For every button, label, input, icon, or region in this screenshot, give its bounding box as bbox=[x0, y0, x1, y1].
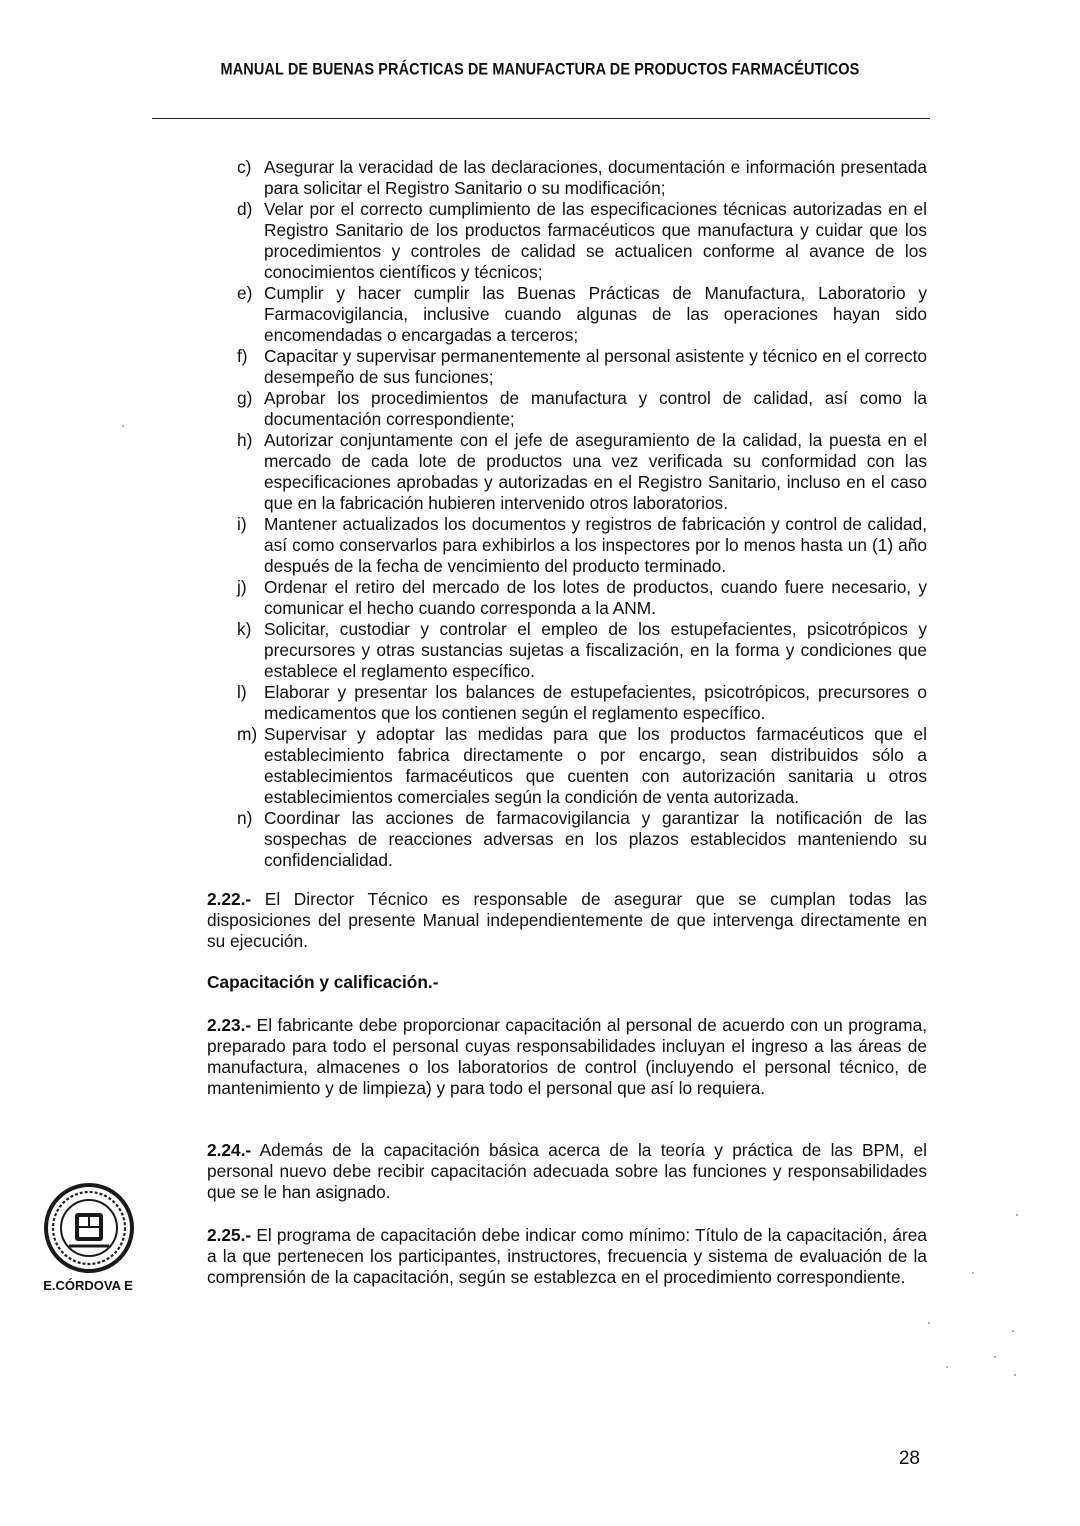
header-divider bbox=[152, 118, 930, 119]
list-item-text: Coordinar las acciones de farmacovigilancia y garantizar la notificación de las sospechas de reacciones adversas en los plazos establecidos manteniendo su confidencialidad. bbox=[264, 808, 927, 870]
list-item bbox=[237, 514, 927, 577]
list-item bbox=[237, 430, 927, 514]
list-marker: m) bbox=[237, 724, 258, 744]
list-item-text: Autorizar conjuntamente con el jefe de aseguramiento de la calidad, la puesta en el mercado de cada lote de productos una vez verificada su conformidad con las especificaciones aprobadas y autorizadas en el Registro Sanitario, incluso en el caso que en la fabricación hubieren intervenido otros laboratorios. bbox=[264, 430, 927, 513]
list-item-text: Asegurar la veracidad de las declaraciones, documentación e información presentada para solicitar el Registro Sanitario o su modificación; bbox=[264, 157, 927, 198]
scan-speck bbox=[972, 1272, 974, 1274]
paragraph-text: Además de la capacitación básica acerca de la teoría y práctica de las BPM, el personal nuevo debe recibir capacitación adecuada sobre las funciones y responsabilidades que se le han asignado. bbox=[207, 1140, 927, 1202]
list-item-text: Solicitar, custodiar y controlar el empleo de los estupefacientes, psicotrópicos y precursores y otras sustancias sujetas a fiscalización, en la forma y condiciones que establece el reglamento específico. bbox=[264, 619, 927, 681]
official-seal-stamp bbox=[36, 1182, 142, 1274]
list-item bbox=[237, 388, 927, 430]
list-item bbox=[237, 283, 927, 346]
paragraph-text: El programa de capacitación debe indicar como mínimo: Título de la capacitación, área a la que pertenecen los participantes, instructores, frecuencia y sistema de evaluación de la comprensión de la capacitación, según se establezca en el procedimiento correspondiente. bbox=[207, 1225, 927, 1287]
scan-speck bbox=[1012, 1330, 1014, 1332]
signature-name: E.CÓRDOVA E bbox=[43, 1278, 133, 1293]
list-item-text: Cumplir y hacer cumplir las Buenas Prácticas de Manufactura, Laboratorio y Farmacovigilancia, inclusive cuando algunas de las operaciones hayan sido encomendadas o encargadas a terceros; bbox=[264, 283, 927, 345]
list-item-text: Supervisar y adoptar las medidas para que los productos farmacéuticos que el establecimiento fabrica directamente o por encargo, sean distribuidos sólo a establecimientos farmacéuticos que cuenten con autorización sanitaria u otros establecimientos comerciales según la condición de venta autorizada. bbox=[264, 724, 927, 807]
list-item-text: Velar por el correcto cumplimiento de las especificaciones técnicas autorizadas en el Registro Sanitario de los productos farmacéuticos que manufactura y cuidar que los procedimientos y controles de calidad se actualicen conforme al avance de los conocimientos científicos y técnicos; bbox=[264, 199, 927, 282]
scan-speck bbox=[994, 1356, 996, 1358]
paragraph-text: El Director Técnico es responsable de asegurar que se cumplan todas las disposiciones del presente Manual independientemente de que intervenga directamente en su ejecución. bbox=[207, 889, 927, 951]
list-item bbox=[237, 157, 927, 199]
scan-speck bbox=[122, 425, 124, 427]
list-item bbox=[237, 619, 927, 682]
responsibilities-list bbox=[237, 157, 927, 871]
list-item bbox=[237, 346, 927, 388]
paragraph-number: 2.25.- bbox=[207, 1225, 252, 1245]
paragraph-text: El fabricante debe proporcionar capacitación al personal de acuerdo con un programa, preparado para todo el personal cuyas responsabilidades incluyan el ingreso a las áreas de manufactura, almacenes o los laboratorios de control (incluyendo el personal técnico, de mantenimiento y de limpieza) y para todo el personal que así lo requiera. bbox=[207, 1015, 927, 1098]
list-marker: n) bbox=[237, 808, 253, 828]
paragraph-2-25 bbox=[207, 1225, 927, 1288]
list-item-text: Capacitar y supervisar permanentemente al personal asistente y técnico en el correcto desempeño de sus funciones; bbox=[264, 346, 927, 387]
scan-speck bbox=[1014, 1374, 1016, 1376]
list-item-text: Elaborar y presentar los balances de estupefacientes, psicotrópicos, precursores o medicamentos que los contienen según el reglamento específico. bbox=[264, 682, 927, 723]
list-item bbox=[237, 808, 927, 871]
scan-speck bbox=[946, 1366, 948, 1368]
list-marker: d) bbox=[237, 199, 253, 219]
list-marker: f) bbox=[237, 346, 248, 366]
list-marker: j) bbox=[237, 577, 247, 597]
list-item-text: Aprobar los procedimientos de manufactura y control de calidad, así como la documentación correspondiente; bbox=[264, 388, 927, 429]
list-item bbox=[237, 724, 927, 808]
list-marker: g) bbox=[237, 388, 253, 408]
list-marker: c) bbox=[237, 157, 252, 177]
list-item bbox=[237, 682, 927, 724]
paragraph-2-23 bbox=[207, 1015, 927, 1099]
paragraph-2-22 bbox=[207, 889, 927, 952]
list-item bbox=[237, 577, 927, 619]
list-marker: l) bbox=[237, 682, 247, 702]
scan-speck bbox=[1016, 1214, 1018, 1216]
page-number: 28 bbox=[898, 1448, 920, 1469]
paragraph-number: 2.24.- bbox=[207, 1140, 252, 1160]
paragraph-number: 2.23.- bbox=[207, 1015, 252, 1035]
list-item-text: Mantener actualizados los documentos y registros de fabricación y control de calidad, así como conservarlos para exhibirlos a los inspectores por lo menos hasta un (1) año después de la fecha de vencimiento del producto terminado. bbox=[264, 514, 927, 576]
page-header-title: MANUAL DE BUENAS PRÁCTICAS DE MANUFACTURA DE PRODUCTOS FARMACÉUTICOS bbox=[220, 61, 860, 79]
scan-speck bbox=[928, 1322, 930, 1324]
list-marker: e) bbox=[237, 283, 253, 303]
list-item-text: Ordenar el retiro del mercado de los lotes de productos, cuando fuere necesario, y comunicar el hecho cuando corresponda a la ANM. bbox=[264, 577, 927, 618]
list-marker: k) bbox=[237, 619, 252, 639]
paragraph-number: 2.22.- bbox=[207, 889, 252, 909]
list-marker: h) bbox=[237, 430, 253, 450]
list-marker: i) bbox=[237, 514, 247, 534]
paragraph-2-24 bbox=[207, 1140, 927, 1203]
section-heading: Capacitación y calificación.- bbox=[207, 972, 439, 992]
list-item bbox=[237, 199, 927, 283]
